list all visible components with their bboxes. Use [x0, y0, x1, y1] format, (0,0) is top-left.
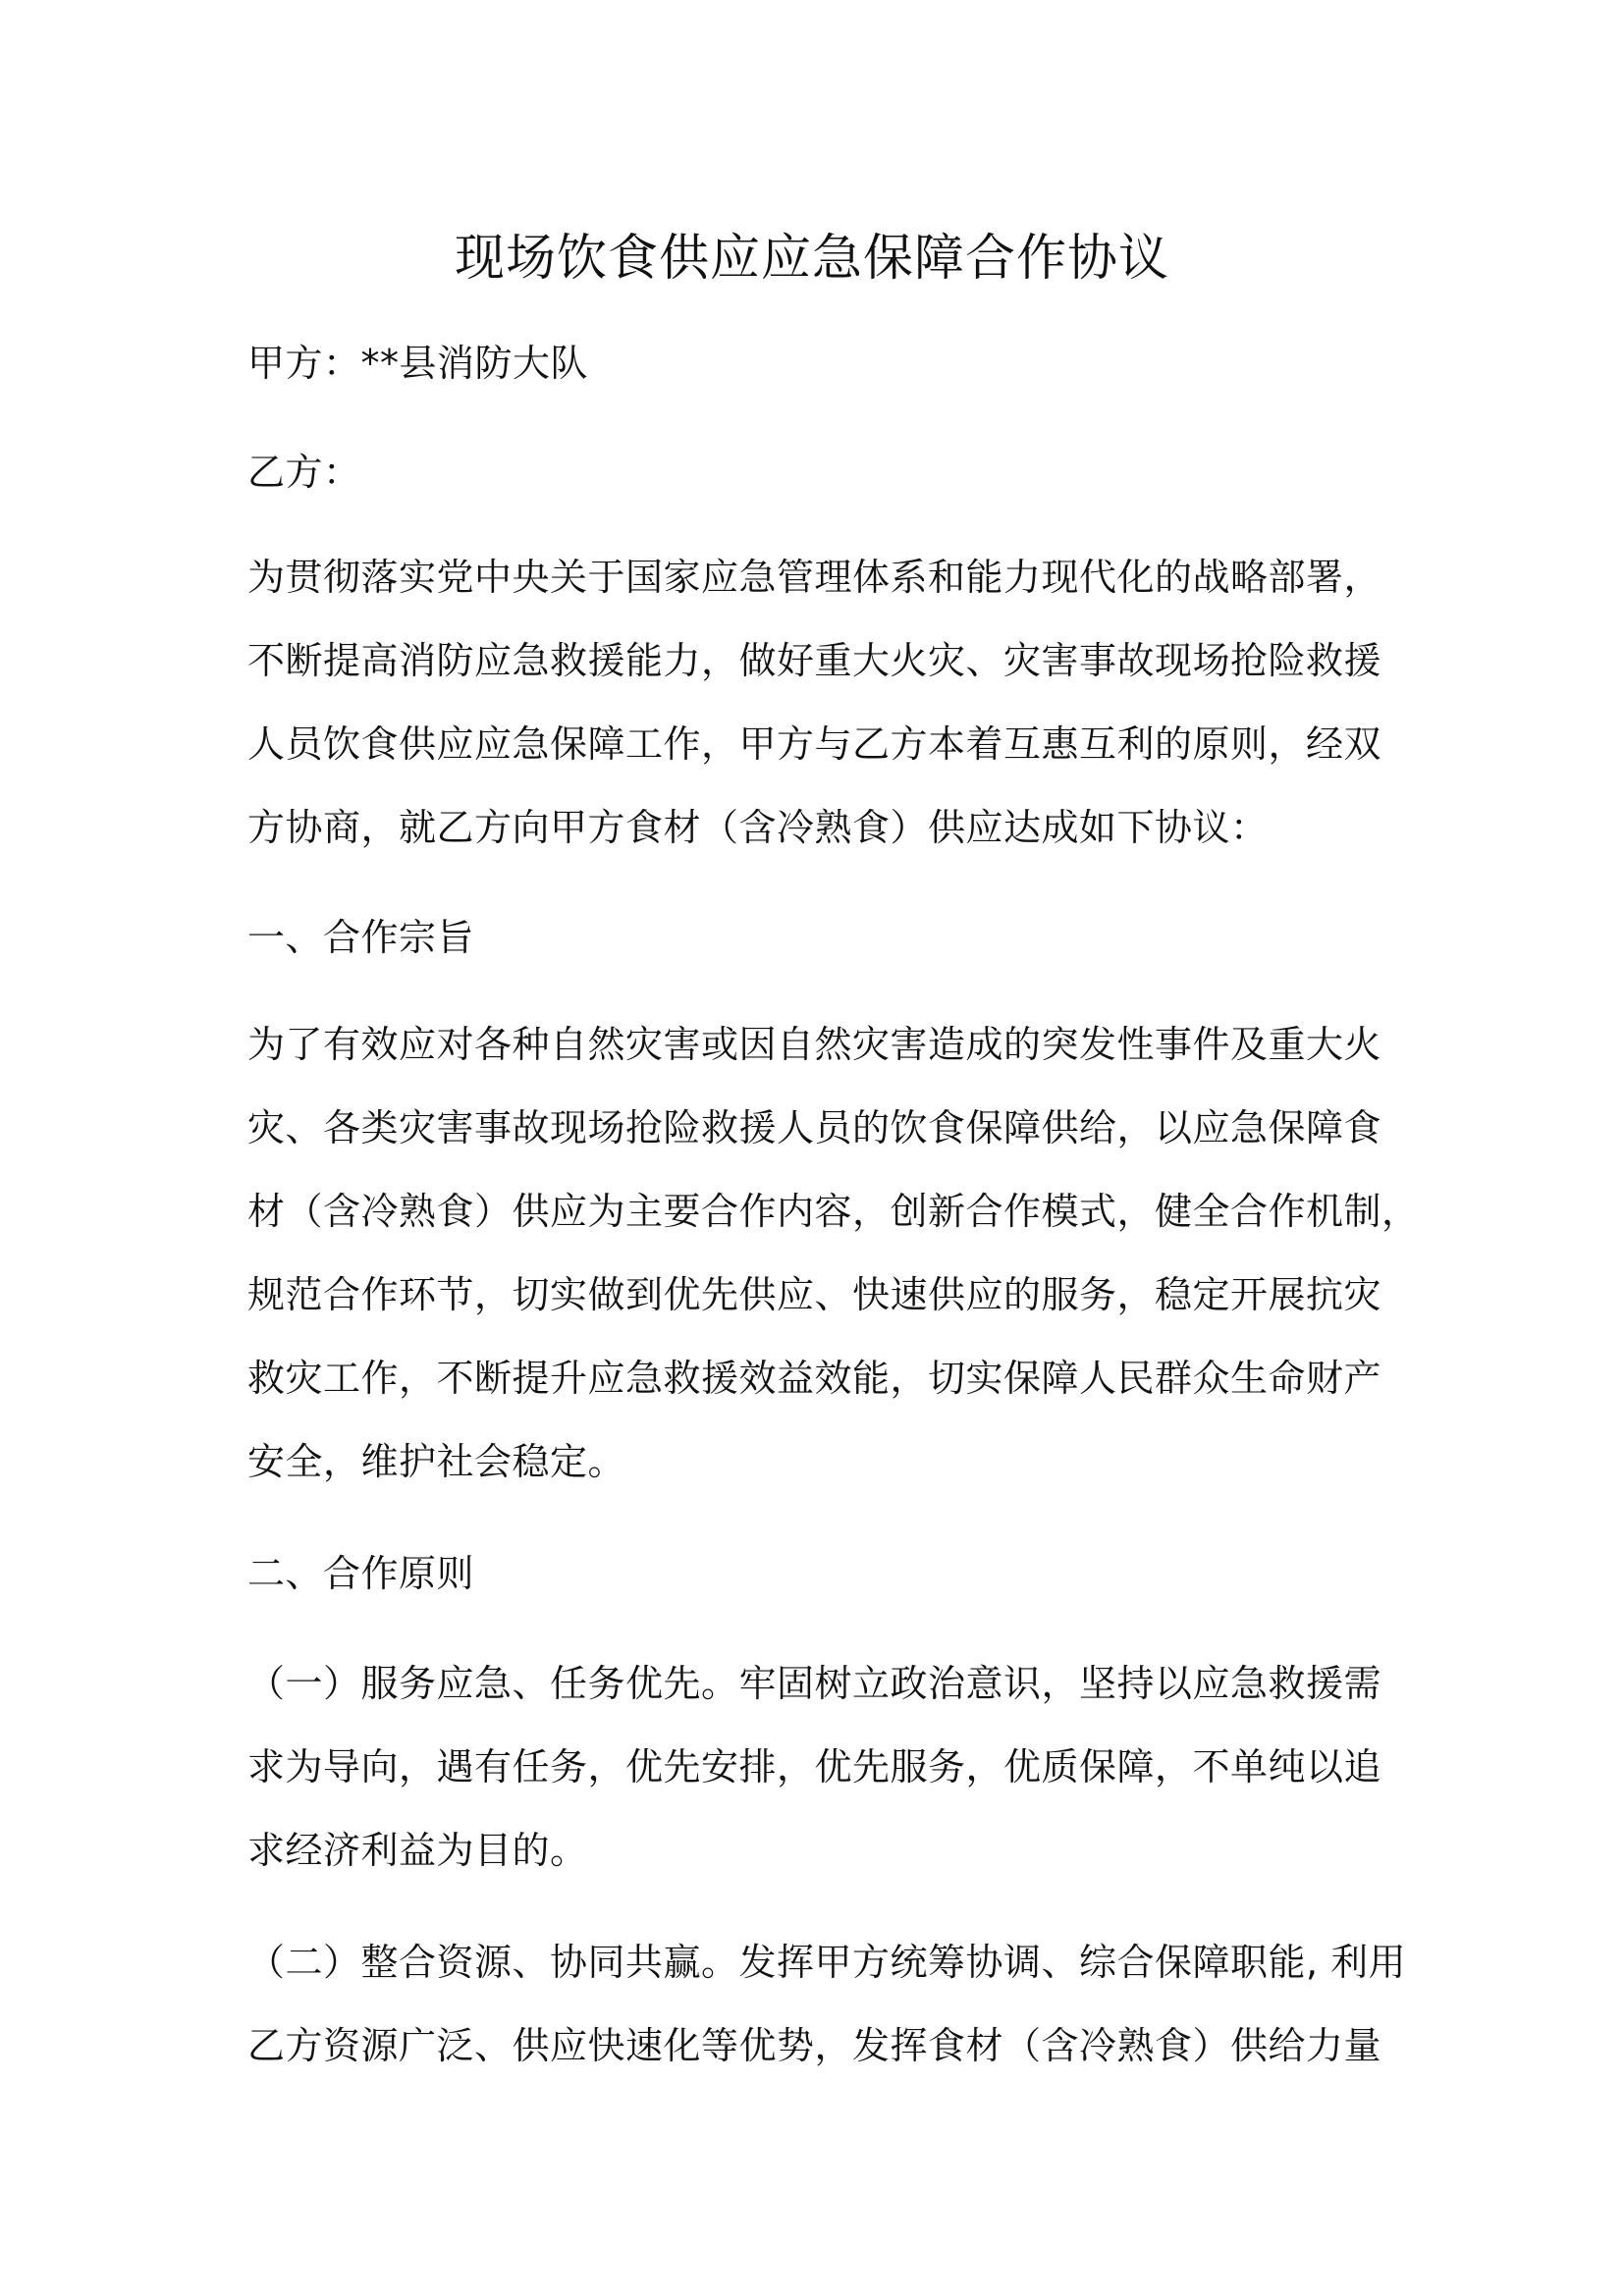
section1-line: 规范合作环节，切实做到优先供应、快速供应的服务，稳定开展抗灾 — [247, 1273, 1382, 1316]
intro-line: 不断提高消防应急救援能力，做好重大火灾、灾害事故现场抢险救援 — [247, 639, 1382, 682]
section1-line: 材（含冷熟食）供应为主要合作内容，创新合作模式，健全合作机制， — [247, 1190, 1420, 1233]
intro-line: 为贯彻落实党中央关于国家应急管理体系和能力现代化的战略部署， — [247, 556, 1382, 599]
intro-line: 人员饮食供应应急保障工作，甲方与乙方本着互惠互利的原则，经双 — [247, 722, 1382, 766]
party-b: 乙方： — [247, 451, 361, 494]
intro-line: 方协商，就乙方向甲方食材（含冷熟食）供应达成如下协议： — [247, 806, 1269, 849]
section1-line: 救灾工作，不断提升应急救援效益效能，切实保障人民群众生命财产 — [247, 1357, 1382, 1400]
section1-line: 为了有效应对各种自然灾害或因自然灾害造成的突发性事件及重大火 — [247, 1023, 1382, 1066]
principle-1-line: 求经济利益为目的。 — [247, 1829, 588, 1872]
principle-2-line: （二）整合资源、协同共赢。发挥甲方统筹协调、综合保障职能, 利用 — [247, 1941, 1407, 1984]
section-heading-1: 一、合作宗旨 — [247, 916, 475, 959]
principle-1-line: 求为导向，遇有任务，优先安排，优先服务，优质保障，不单纯以追 — [247, 1745, 1382, 1789]
principle-2-line: 乙方资源广泛、供应快速化等优势，发挥食材（含冷熟食）供给力量 — [247, 2024, 1382, 2067]
principle-1-line: （一）服务应急、任务优先。牢固树立政治意识，坚持以应急救援需 — [247, 1662, 1382, 1705]
document-title: 现场饮食供应应急保障合作协议 — [454, 230, 1169, 288]
section-heading-2: 二、合作原则 — [247, 1552, 475, 1595]
section1-line: 安全，维护社会稳定。 — [247, 1440, 626, 1483]
section1-line: 灾、各类灾害事故现场抢险救援人员的饮食保障供给，以应急保障食 — [247, 1106, 1382, 1149]
party-a: 甲方：**县消防大队 — [247, 342, 589, 385]
